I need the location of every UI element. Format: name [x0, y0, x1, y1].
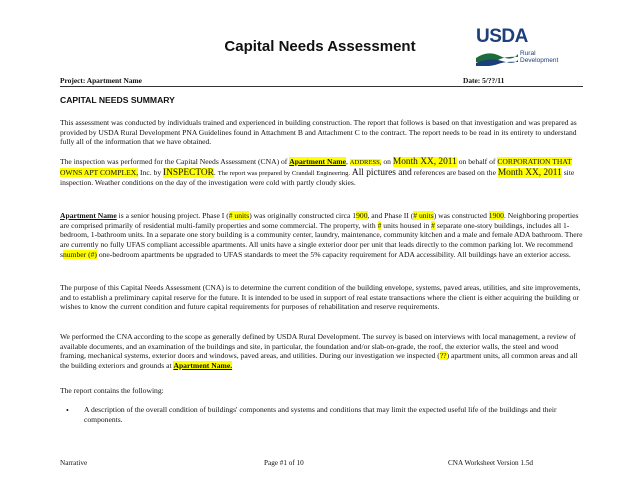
p3-text: separate one-story buildings, includes all 1-bedroom, 1-bathroom units. In a separate one story building is a community center, laundry, maintenance, community kitchen and a male and female ADA bathroom. There are currently no fully UFAS compliant accessible apartments. All units have a single exterior door per unit that leads directly to the common parking lot. We recommend s: [60, 220, 583, 259]
date-label: Date: 5/??/11: [463, 76, 505, 85]
p3-text: is a senior housing project. Phase I (: [116, 211, 229, 220]
footer-page-number: Page #1 of 10: [264, 459, 304, 467]
p2-text: ,: [345, 157, 350, 166]
corporation-highlight: CORPORATION THAT OWNS APT COMPLEX,: [60, 157, 572, 177]
paragraph-property-description: [60, 211, 585, 260]
prepared-by-note: The report was prepared by Crandall Engineering.: [217, 169, 351, 177]
p2-text: site inspection. Weather conditions on the day of the investigation were cold with partly cloudy skies.: [60, 167, 575, 188]
usda-logo-hills-icon: [476, 48, 518, 66]
p5-text: We performed the CNA according to the scope as generally defined by USDA Rural Development. The survey is based on interviews with local management, a review of available documents, and an examination of the buildings and site, in particular, the foundation and/or slab-on-grade, the roof, the exterior walls, the steel and wood framing, mechanical systems, exterior doors and windows, paved areas, and utilities. During our investigation we inspected (: [60, 332, 576, 361]
paragraph-cna-purpose: The purpose of this Capital Needs Assessment (CNA) is to determine the current condition of the building envelope, systems, paved areas, utilities, and site improvements, and to establish a preliminary capital reserve for the future. It is intended to be used in support of real estate transactions where the client is either acquiring the building or wishes to know the current condition and future capital requirements for purposes of rehabilitation and reserve requirements.: [60, 283, 581, 312]
usda-logo-sub1: Rural: [520, 50, 536, 57]
usda-rural-development-logo: [476, 26, 576, 70]
section-heading: CAPITAL NEEDS SUMMARY: [60, 95, 175, 105]
paragraph-inspection: [60, 157, 585, 188]
page-title: Capital Needs Assessment: [224, 38, 416, 55]
inspector-highlight: INSPECTOR: [163, 167, 214, 178]
phase2-units-highlight: # units: [413, 211, 434, 220]
unit-count-highlight: #: [377, 220, 382, 230]
p3-text: ) was originally constructed circa 1: [249, 211, 357, 220]
project-label: Project: Apartment Name: [60, 76, 142, 85]
usda-logo-text: USDA: [476, 26, 528, 47]
p2-text: All pictures and: [350, 167, 412, 178]
paragraph-cna-scope: [60, 332, 585, 371]
p2-text: on: [381, 157, 393, 166]
paragraph-assessment-intro: This assessment was conducted by individuals trained and experienced in building construction. The report that follows is based on that investigation and was prepared as provided by USDA Rural Development PNA Guidelines found in Attachment B and Attachment C to the contract. The report needs to be read in its entirety to understand fully all of the information that we have obtained.: [60, 118, 577, 147]
inspection-date-highlight: Month XX, 2011: [392, 157, 457, 167]
p3-text: , and Phase II (: [367, 211, 414, 220]
p2-text: on behalf of: [456, 157, 498, 166]
address-highlight: ADDRESS,: [349, 159, 382, 166]
p2-text: references are based on the: [413, 167, 498, 177]
building-count-highlight: #: [431, 220, 435, 230]
footer-left: Narrative: [60, 459, 88, 467]
p3-text: . Neighboring properties are comprised primarily of residential multi-family properties and some commercial. The property, with: [60, 211, 579, 230]
site-date-highlight: Month XX, 2011: [497, 167, 562, 178]
apartment-name-highlight: Apartment Name: [289, 157, 346, 166]
bullet-point: •: [66, 406, 69, 415]
p2-text: The inspection was performed for the Capital Needs Assessment (CNA) of: [60, 157, 290, 166]
p5-text: ) apartment units, all common areas and all the building exteriors and grounds at: [60, 351, 578, 371]
usda-logo-sub2: Development: [520, 57, 559, 64]
accessible-units-highlight: number (#): [62, 249, 97, 259]
p2-text: .: [213, 167, 218, 177]
header-rule: [60, 86, 583, 87]
p3-text: ) was constructed: [433, 211, 489, 220]
apartment-name-highlight-end: Apartment Name.: [173, 361, 233, 371]
units-inspected-highlight: ??: [439, 351, 447, 361]
usda-logo-subtitle: [520, 50, 558, 64]
bullet-item-text: A description of the overall condition of buildings' components and systems and conditions that may limit the expected useful life of the buildings and their components.: [84, 405, 557, 424]
phase2-year-highlight: 1900: [488, 211, 504, 220]
phase1-units-highlight: # units: [228, 211, 250, 220]
phase1-year-highlight: 900: [356, 211, 368, 220]
p3-text: one-bedroom apartments be upgraded to UFAS standards to meet the 5% capacity requirement for ADA accessibility. All buildings have an exterior access.: [96, 249, 571, 259]
footer-version: CNA Worksheet Version 1.5d: [448, 459, 534, 467]
apartment-name-label: Apartment Name: [60, 211, 117, 220]
p3-text: units housed in: [381, 220, 432, 230]
paragraph-report-contents: The report contains the following:: [60, 386, 164, 395]
p2-text: Inc. by: [138, 167, 164, 177]
